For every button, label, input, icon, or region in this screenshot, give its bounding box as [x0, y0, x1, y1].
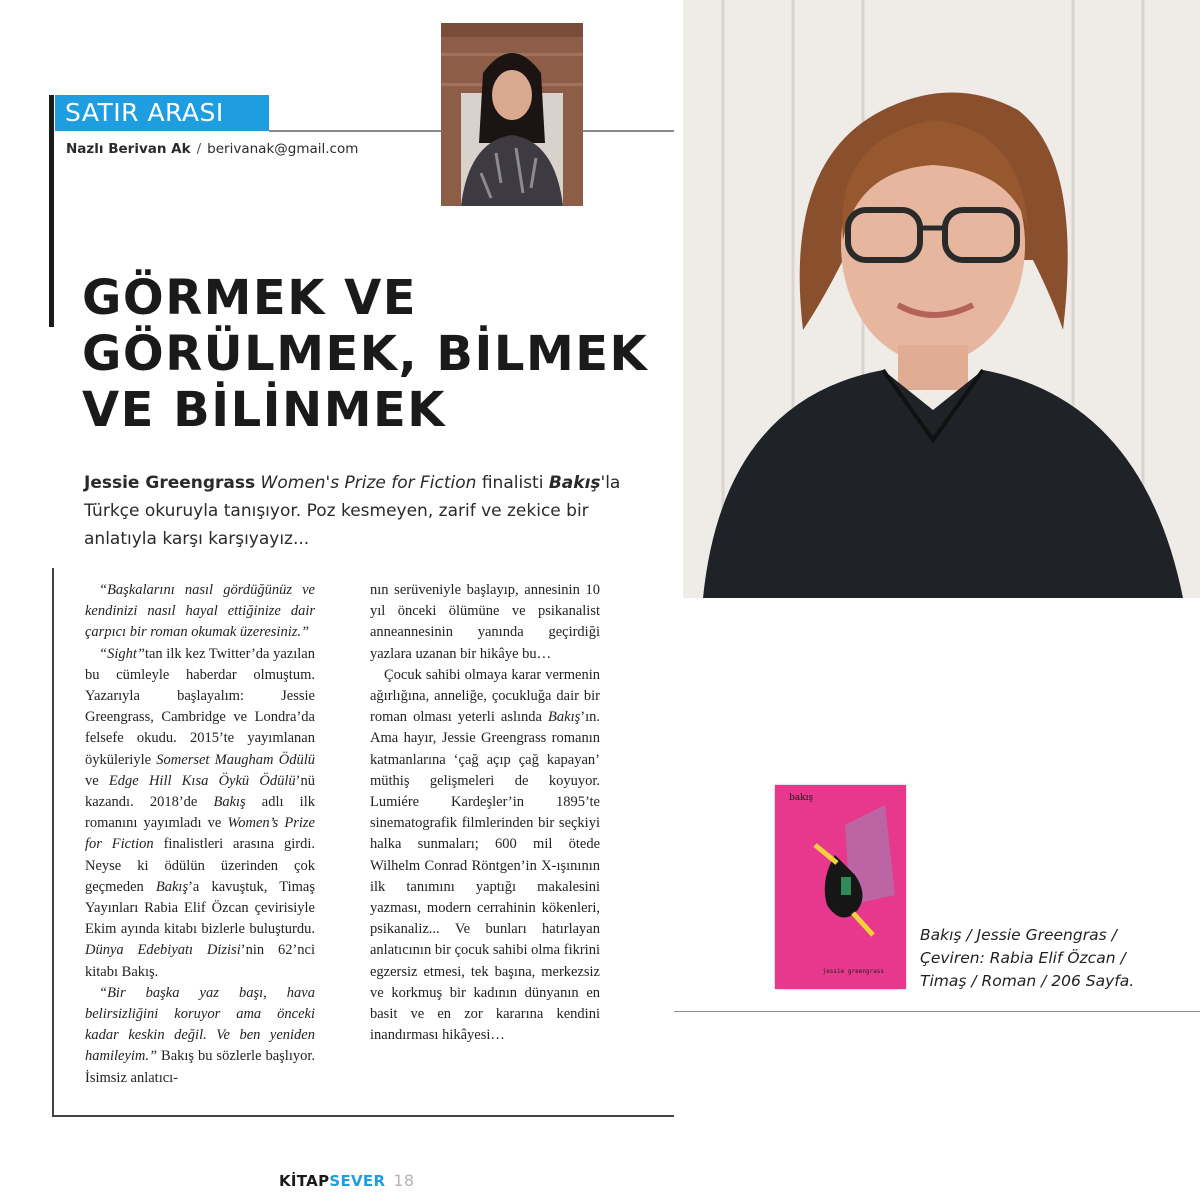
lede-text-a: finalisti: [476, 473, 549, 493]
byline: [66, 141, 358, 157]
lede-text-b: 'la Türkçe okuruyla tanışıyor. Poz kesmeyen, zarif ve zekice bir anlatıyla karşı karşıyayız...: [84, 473, 621, 549]
body-column-2: [370, 580, 600, 1046]
author-headshot: [441, 23, 583, 206]
column2-paragraph-1: nın serüveniyle başlayıp, annesinin 10 yıl önceki ölümüne ve psikanalist anneannesinin yanında geçirdiği yazlara uzanan bir hikâye bu…: [370, 582, 600, 662]
book-cover-author: jessie greengrass: [822, 968, 884, 975]
book-cover-illustration: [775, 785, 906, 989]
author-name: Nazlı Berivan Ak: [66, 141, 191, 157]
headline: [82, 270, 672, 438]
author-portrait-illustration: [683, 0, 1200, 598]
page-number: 18: [393, 1171, 415, 1190]
lede-prize: Women's Prize for Fiction: [260, 473, 477, 493]
author-portrait: [683, 0, 1200, 598]
book-cover: [775, 785, 906, 989]
brand-kitap: KİTAP: [279, 1172, 330, 1190]
column2-paragraph-2: Çocuk sahibi olmaya karar vermenin ağırlığına, anneliğe, çocukluğa dair bir roman olması yeterli aslında Bakış’ın. Ama hayır, Jessie Greengrass romanın katmanlarına ‘çağ açıp çağ kapayan’ müthiş gelişmeleri de koyuyor. Lumiére Kardeşler’in 1895’te sinematografik filmlerinden bir seçkiyi halka sunmaları; 600 mil ötede Wilhelm Conrad Röntgen’in X-ışınının ilk tanımını yaptığı makalesini yazması, modern cerrahinin kökenleri, psikanaliz... Ve bunları hatırlayan anlatıcının bir çocuk sahibi olma fikrini egzersiz etmesi, tek başına, merkezsiz ve korkmuş bir kadının dünyanın en basit ve en zor kararına kendini inandırması hikâyesi…: [370, 666, 600, 1044]
column1-paragraph-2: “Bir başka yaz başı, hava belirsizliğini koruyor ama önceki kadar keskin değil. Ve ben yeniden hamileyim.” Bakış bu sözlerle başlıyor. İsimsiz anlatıcı-: [85, 984, 315, 1086]
author-email[interactable]: berivanak@gmail.com: [207, 141, 359, 157]
brand-sever: SEVER: [329, 1172, 386, 1190]
lede-book: Bakış: [548, 473, 601, 493]
lede-author: Jessie Greengrass: [84, 473, 256, 493]
headline-line-3: VE BİLİNMEK: [82, 382, 446, 438]
novel-opening-quote: “Bir başka yaz başı, hava belirsizliğini koruyor ama önceki kadar keskin değil. Ve ben yeniden hamileyim.”: [85, 984, 315, 1065]
sight-title: “Sight”: [99, 645, 145, 662]
headline-line-2: GÖRÜLMEK, BİLMEK: [82, 326, 649, 382]
book-caption: Bakış / Jessie Greengras / Çeviren: Rabia Elif Özcan / Timaş / Roman / 206 Sayfa.: [920, 926, 1135, 990]
book-cover-title: bakış: [789, 793, 814, 803]
award-edge-hill: Edge Hill Kısa Öykü Ödülü: [108, 772, 296, 789]
article-bottom-rule: [52, 1115, 674, 1117]
body-column-1: [85, 580, 315, 1089]
article-left-border: [52, 568, 54, 1116]
lede-paragraph: [84, 469, 644, 553]
award-somerset: Somerset Maugham Ödülü: [156, 751, 315, 768]
caption-rule: [674, 1011, 1200, 1012]
accent-bar: [49, 95, 54, 327]
section-label: SATIR ARASI: [55, 95, 269, 131]
headline-line-1: GÖRMEK VE: [82, 270, 418, 326]
author-headshot-illustration: [441, 23, 583, 206]
column1-paragraph-1: “Sight”tan ilk kez Twitter’da yazılan bu cümleyle haberdar olmuştum. Yazarıyla başlayalım: Jessie Greengrass, Cambridge ve Londra’da felsefe okudu. 2015’te yayımlanan öyküleriyle Somerset Maugham Ödülü ve Edge Hill Kısa Öykü Ödülü’nü kazandı. 2018’de Bakış adlı ilk romanını yayımladı ve Women’s Prize for Fiction finalistleri arasına girdi. Neyse ki ödülün üzerinden çok geçmeden Bakış’a kavuştuk, Timaş Yayınları Rabia Elif Özcan çevirisiyle Ekim ayında kitabı bizlerle buluşturdu. Dünya Edebiyatı Dizisi’nin 62’nci kitabı Bakış.: [85, 645, 315, 980]
byline-separator: /: [196, 141, 202, 157]
opening-quote: “Başkalarını nasıl gördüğünüz ve kendinizi nasıl hayal ettiğinize dair çarpıcı bir roman okumak üzeresiniz.”: [85, 582, 315, 641]
footer: [279, 1171, 414, 1190]
